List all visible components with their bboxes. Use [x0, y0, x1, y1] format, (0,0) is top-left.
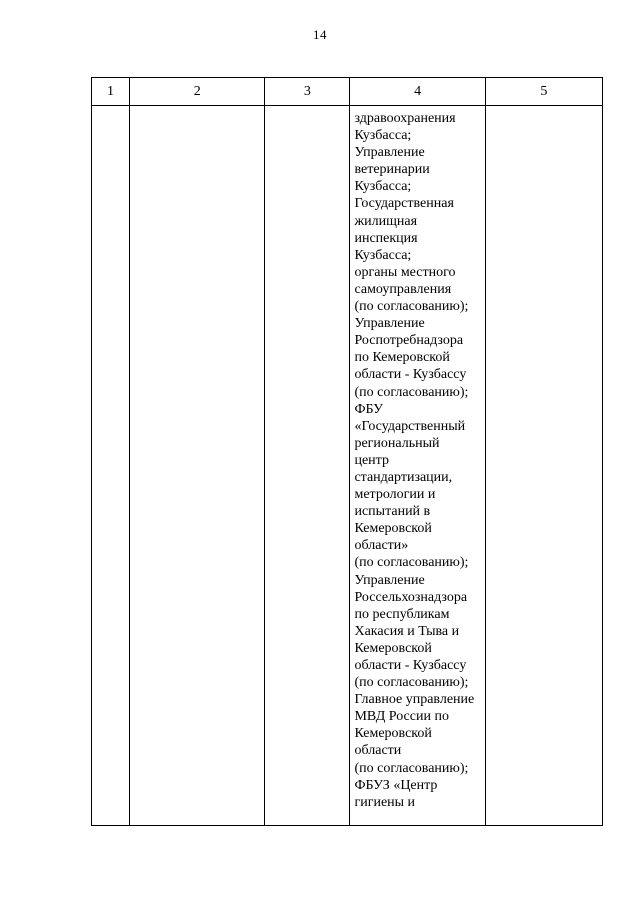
- text-line: по Кемеровской: [354, 350, 450, 366]
- table-header-row: [92, 78, 603, 106]
- column-header-1: 1: [92, 78, 130, 106]
- text-line: области - Кузбассу: [354, 367, 467, 383]
- text-line: (по согласованию);: [354, 555, 469, 571]
- text-line: (по согласованию);: [354, 384, 469, 400]
- text-line: Россельхознадзора: [354, 589, 468, 605]
- text-line: метрологии и: [354, 487, 436, 503]
- text-line: инспекция: [354, 230, 418, 246]
- text-line: Кемеровской: [354, 640, 432, 656]
- text-line: «Государственный: [354, 418, 466, 434]
- text-line: Главное управление: [354, 692, 475, 708]
- text-line: области: [354, 743, 402, 759]
- page-number: 14: [313, 27, 327, 42]
- text-line: Кемеровской: [354, 521, 432, 537]
- text-line: (по согласованию);: [354, 299, 469, 315]
- text-line: гигиены и: [354, 794, 416, 810]
- text-line: по республикам: [354, 606, 450, 622]
- text-line: МВД России по: [354, 709, 449, 725]
- text-line: стандартизации,: [354, 469, 453, 485]
- column-header-5: 5: [485, 78, 602, 106]
- text-line: ФБУЗ «Центр: [354, 777, 438, 793]
- text-line: здравоохранения: [354, 111, 456, 126]
- table-row: [92, 106, 603, 826]
- document-table: [91, 77, 603, 826]
- text-line: Кемеровской: [354, 726, 432, 742]
- text-line: ФБУ: [354, 401, 383, 417]
- text-line: Роспотребнадзора: [354, 333, 464, 349]
- text-line: органы местного: [354, 264, 456, 280]
- text-line: ветеринарии: [354, 162, 430, 178]
- cell-col-1: [92, 106, 130, 826]
- cell-col-2: [130, 106, 265, 826]
- text-line: испытаний в: [354, 504, 431, 520]
- text-line: Государственная: [354, 196, 454, 212]
- cell-col-3: [265, 106, 350, 826]
- cell-col-4: [350, 106, 485, 826]
- text-line: жилищная: [354, 213, 418, 229]
- responsible-organizations-text: [350, 106, 484, 811]
- text-line: области»: [354, 538, 409, 554]
- column-header-4: 4: [350, 78, 485, 106]
- text-line: региональный: [354, 435, 440, 451]
- text-line: (по согласованию);: [354, 675, 469, 691]
- text-line: Кузбасса;: [354, 179, 412, 195]
- text-line: Кузбасса;: [354, 128, 412, 144]
- column-header-3: 3: [265, 78, 350, 106]
- text-line: области - Кузбассу: [354, 658, 467, 673]
- text-line: Управление: [354, 145, 425, 161]
- text-line: Управление: [354, 572, 425, 588]
- cell-col-5: [485, 106, 602, 826]
- column-header-2: 2: [130, 78, 265, 106]
- text-line: центр: [354, 452, 389, 468]
- text-line: самоуправления: [354, 281, 452, 297]
- text-line: Управление: [354, 316, 425, 332]
- text-line: Кузбасса;: [354, 247, 412, 263]
- text-line: Хакасия и Тыва и: [354, 623, 460, 639]
- text-line: (по согласованию);: [354, 760, 469, 776]
